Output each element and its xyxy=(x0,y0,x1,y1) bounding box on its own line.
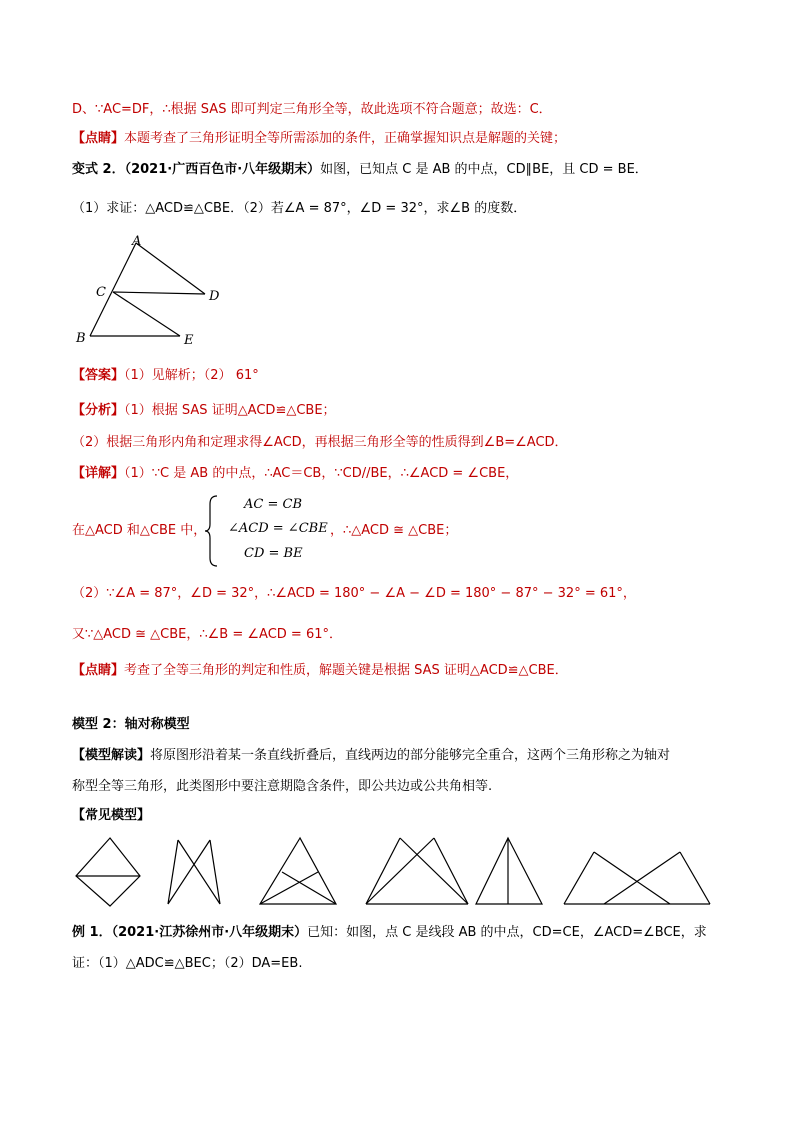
text-line-model-interpretation-2: 称型全等三角形，此类图形中要注意期隐含条件，即公共边或公共角相等. xyxy=(72,779,493,794)
label-b: B xyxy=(76,331,86,346)
model-2-title: 模型 2：轴对称模型 xyxy=(72,717,190,732)
system-prefix: 在△ACD 和△CBE 中， xyxy=(72,523,207,538)
system-row-2: ∠ACD = ∠CBE xyxy=(228,521,328,536)
system-suffix: ，∴△ACD ≅ △CBE； xyxy=(330,523,458,538)
text-line-example-1: 例 1．（2021·江苏徐州市·八年级期末）已知：如图，点 C 是线段 AB 的中点，CD=CE，∠ACD=∠BCE，求 xyxy=(72,925,707,940)
left-brace-icon xyxy=(204,494,220,568)
text-line-analysis-2: （2）根据三角形内角和定理求得∠ACD，再根据三角形全等的性质得到∠B=∠ACD． xyxy=(72,435,568,450)
common-models-figures xyxy=(70,832,730,912)
label-a: A xyxy=(132,234,142,249)
text-line-part-2: （2）∵∠A = 87°，∠D = 32°，∴∠ACD = 180° − ∠A − ∠D = 180° − 87° − 32° = 61°， xyxy=(72,586,636,601)
label-d: D xyxy=(209,289,220,304)
text-line-question: （1）求证：△ACD≌△CBE．（2）若∠A = 87°，∠D = 32°，求∠B 的度数． xyxy=(72,201,527,216)
common-models-heading: 【常见模型】 xyxy=(72,808,151,823)
text-line-option-d: D、∵AC=DF，∴根据 SAS 即可判定三角形全等，故此选项不符合题意；故选：C． xyxy=(72,102,552,117)
text-line-analysis: 【分析】（1）根据 SAS 证明△ACD≌△CBE； xyxy=(72,403,336,418)
system-row-3: CD = BE xyxy=(244,546,303,561)
text-line-example-1-2: 证：（1）△ADC≌△BEC；（2）DA=EB. xyxy=(72,956,303,971)
label-e: E xyxy=(184,333,194,348)
text-line-variant-2: 变式 2．（2021·广西百色市·八年级期末）如图，已知点 C 是 AB 的中点，CD∥BE，且 CD = BE． xyxy=(72,162,648,177)
triangle-figure xyxy=(72,230,232,350)
text-line-answer: 【答案】（1）见解析；（2） 61° xyxy=(72,368,259,383)
text-line-point-note-1: 【点睛】本题考查了三角形证明全等所需添加的条件，正确掌握知识点是解题的关键； xyxy=(72,131,567,146)
text-line-conclusion: 又∵△ACD ≅ △CBE，∴∠B = ∠ACD = 61°． xyxy=(72,627,342,642)
system-row-1: AC = CB xyxy=(244,497,302,512)
text-line-model-interpretation: 【模型解读】将原图形沿着某一条直线折叠后，直线两边的部分能够完全重合，这两个三角形称之为轴对 xyxy=(72,748,671,763)
text-line-detail: 【详解】（1）∵C 是 AB 的中点，∴AC＝CB，∵CD//BE，∴∠ACD = ∠CBE， xyxy=(72,466,519,481)
text-line-point-note-2: 【点睛】考查了全等三角形的判定和性质，解题关键是根据 SAS 证明△ACD≌△CBE． xyxy=(72,663,568,678)
label-c: C xyxy=(96,285,106,300)
